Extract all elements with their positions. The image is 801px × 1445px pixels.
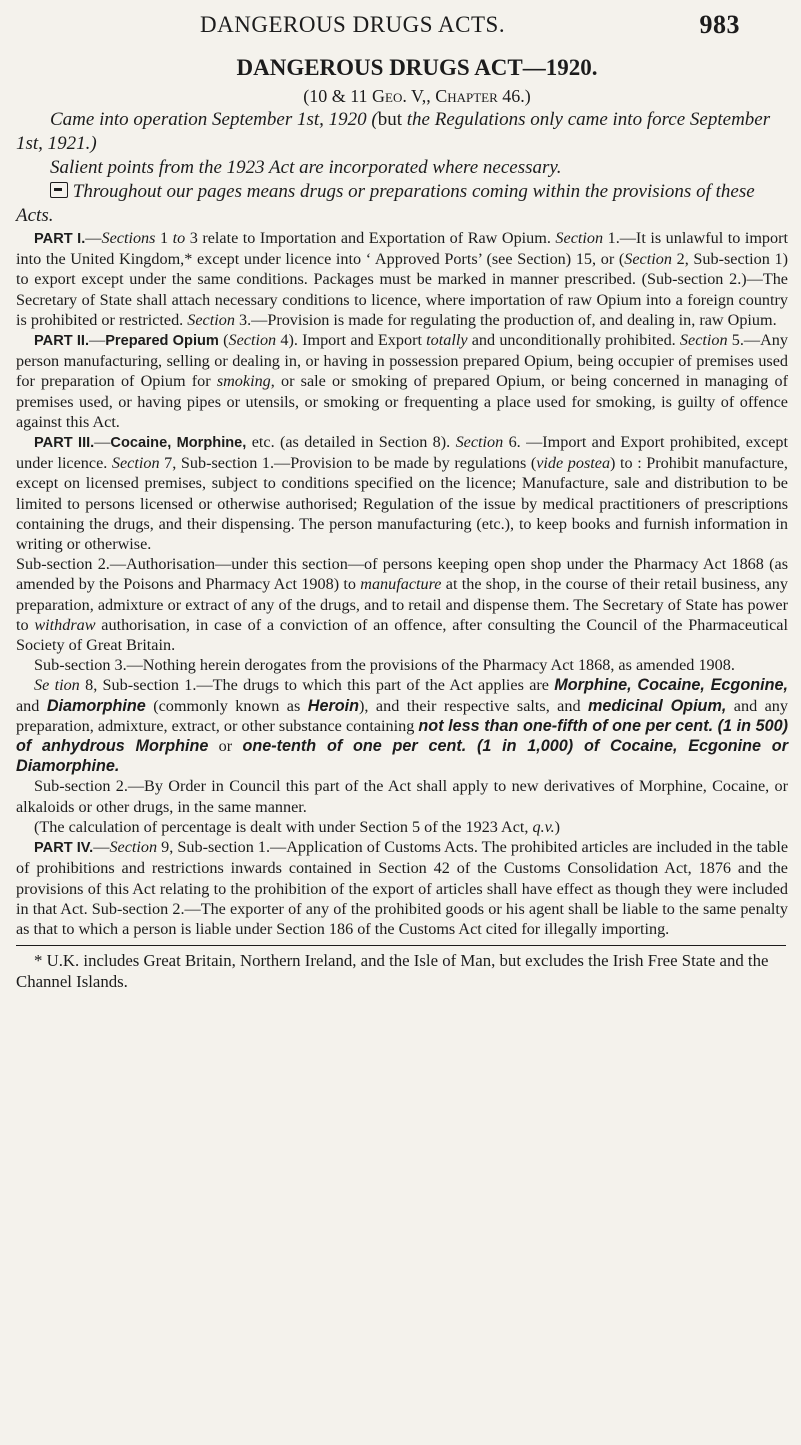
text-run: —	[85, 229, 102, 247]
text-run: Prepared Opium	[105, 333, 219, 350]
part-4	[16, 837, 788, 939]
citation-pre: (10 & 11	[303, 86, 373, 106]
intro-text: Throughout our pages means drugs or preparations coming within the provisions of these Acts.	[16, 181, 755, 226]
text-run: etc. (as detailed in Section 8).	[246, 433, 456, 452]
text-run: authorisation, in case of a conviction of an offence, after consulting the Council of the Pharmaceutical Society of Great Britain.	[16, 615, 788, 655]
text-run: withdraw	[34, 615, 96, 634]
act-citation	[46, 84, 788, 108]
text-run: (The calculation of percentage is dealt with under Section 5 of the 1923 Act,	[34, 817, 533, 836]
text-run: Section	[111, 454, 160, 473]
text-run: smoking	[216, 372, 271, 391]
text-run: (	[218, 331, 229, 350]
page-number: 983	[699, 10, 740, 39]
text-run: Section	[109, 838, 158, 857]
drug-names: Diamorphine	[46, 696, 146, 715]
page-content	[16, 52, 788, 992]
part-label: PART I.	[34, 231, 86, 247]
text-run: and any preparation, admixture, extract, or other substance containing	[16, 696, 788, 735]
calculation-note	[16, 817, 788, 837]
intro-text: but	[377, 109, 402, 130]
text-run: 5.—Any person manufacturing, selling or dealing in, or having in possession prepared Opium, being occupier of premises used for preparation of Opium for	[16, 331, 788, 391]
pointing-hand-icon	[50, 182, 68, 198]
text-run: Se tion	[34, 676, 80, 695]
intro-block	[16, 108, 788, 228]
text-run: 1	[155, 229, 173, 247]
text-run: and unconditionally prohibited.	[467, 331, 680, 350]
text-run: , or sale or smoking of prepared Opium, or being concerned in managing of premises used, or having pipes or utensils, or smoking or frequenting a place used for smoking, is guilty of offence against this Act.	[16, 372, 789, 431]
text-run: —	[93, 838, 110, 857]
text-run: (commonly known as	[145, 696, 308, 715]
text-run: Section	[228, 331, 277, 350]
text-run: and	[16, 696, 47, 715]
text-run: 4). Import and Export	[276, 331, 427, 350]
intro-text: the Regulations only came into force September 1st, 1921.)	[16, 109, 771, 154]
text-run: Section	[624, 250, 672, 269]
footnote: * U.K. includes Great Britain, Northern Ireland, and the Isle of Man, but excludes the Irish Free State and the Channel Islands.	[16, 951, 769, 992]
citation-post: 46.)	[497, 86, 531, 106]
text-run: to	[172, 229, 186, 247]
text-run: Section	[679, 331, 728, 350]
text-run: —	[89, 331, 106, 350]
text-run: manufacture	[360, 575, 442, 594]
text-run: Section	[455, 433, 504, 452]
drug-names: Heroin	[307, 696, 360, 715]
drug-names: Morphine, Cocaine, Ecgonine,	[554, 676, 788, 695]
part-1	[16, 228, 788, 330]
text-run: totally	[426, 331, 468, 350]
act-title: DANGEROUS DRUGS ACT—1920.	[236, 55, 598, 80]
text-run: 3 relate to Importation and Exportation of Raw Opium.	[185, 229, 556, 247]
part-3	[16, 432, 788, 554]
text-run: 6. —Import and Export prohibited, except under licence.	[16, 433, 789, 473]
intro-operation	[16, 108, 788, 156]
part-label: PART II.	[34, 333, 90, 350]
text-run: or	[208, 737, 243, 756]
text-run: Section	[555, 229, 604, 247]
section-8	[16, 675, 788, 776]
act-body	[16, 228, 788, 939]
text-run: )	[554, 817, 561, 836]
intro-throughout	[16, 180, 788, 228]
text-run: 7, Sub-section 1.—Provision to be made by regulations (	[159, 454, 537, 473]
text-run: ) to : Prohibit manufacture, except on licensed premises, subject to conditions specified on the licence; Manufacture, sale and distribution to be limited to persons licensed or otherwise authorised; Regulation of the issue by medical practitioners of prescriptions containing the drugs, and their dispensing. The person manufacturing (etc.), to keep books and furnish information in writing or otherwise.	[16, 454, 788, 554]
part-label: PART IV.	[34, 840, 94, 857]
threshold-text: one-tenth of one per cent. (1 in 1,000) of Cocaine, Ecgonine or Diamorphine.	[16, 737, 788, 776]
sub-section-3: Sub-section 3.—Nothing herein derogates from the provisions of the Pharmacy Act 1868, as amended 1908.	[34, 656, 735, 675]
running-title: DANGEROUS DRUGS ACTS.	[200, 12, 506, 37]
text-run: ), and their respective salts, and	[359, 696, 589, 715]
threshold-text: not less than one-fifth of one per cent. (1 in 500) of anhydrous Morphine	[16, 716, 788, 756]
text-run: 9, Sub-section 1.—Application of Customs Acts. The prohibited articles are included in the table of prohibitions and restrictions inwards contained in Section 42 of the Customs Consolidation Act, 1876 and the provisions of this Act relating to the prohibition of the export of articles shall have effect as though they were included in that Act. Sub-section 2.—The exporter of any of the prohibited goods or his agent shall be liable to the same penalty as that to which a person is liable under Section 186 of the Customs Act cited for illegally importing.	[16, 838, 789, 938]
running-header	[200, 10, 740, 44]
text-run: at the shop, in the course of their retail business, any preparation, admixture or extract of any of the drugs, and to retail and dispense them. The Secretary of State has power to	[16, 575, 788, 634]
citation-chapter: Geo. V,, Chapter	[372, 86, 498, 106]
sub-section-2	[16, 554, 788, 655]
text-run: 3.—Provision is made for regulating the production of, and dealing in, raw Opium.	[234, 310, 777, 329]
footnote-divider	[16, 945, 786, 946]
part-2	[16, 330, 788, 432]
text-run: 8, Sub-section 1.—The drugs to which this part of the Act applies are	[79, 676, 555, 695]
text-run: Cocaine, Morphine,	[110, 435, 247, 452]
part-label: PART III.	[34, 435, 95, 452]
text-run: 1.—It is unlawful to import into the United Kingdom,* except under licence into ‘ Approved Ports’ (see Section) 15, or (	[16, 229, 789, 269]
text-run: Section	[187, 310, 235, 329]
text-run: 2, Sub-section 1) to export except under the same conditions. Packages must be marked in manner prescribed. (Sub-section 2.)—The Secretary of State shall attach necessary conditions to licence, where importation of raw Opium into a foreign country is prohibited or restricted.	[16, 250, 789, 329]
text-run: q.v.	[532, 817, 555, 836]
drug-names: medicinal Opium,	[588, 696, 727, 715]
text-run: —	[94, 433, 111, 452]
text-run: Sections	[101, 229, 156, 247]
text-run: vide postea	[536, 454, 611, 473]
section-8-sub-2: Sub-section 2.—By Order in Council this part of the Act shall apply to new derivatives of Morphine, Cocaine, or alkaloids or other drugs, in the same manner.	[16, 777, 788, 816]
text-run: Sub-section 2.—Authorisation—under this section—of persons keeping open shop under the Pharmacy Act 1868 (as amended by the Poisons and Pharmacy Act 1908) to	[16, 555, 788, 594]
intro-salient: Salient points from the 1923 Act are incorporated where necessary.	[50, 157, 562, 178]
intro-text: Came into operation September 1st, 1920 (	[50, 109, 378, 130]
